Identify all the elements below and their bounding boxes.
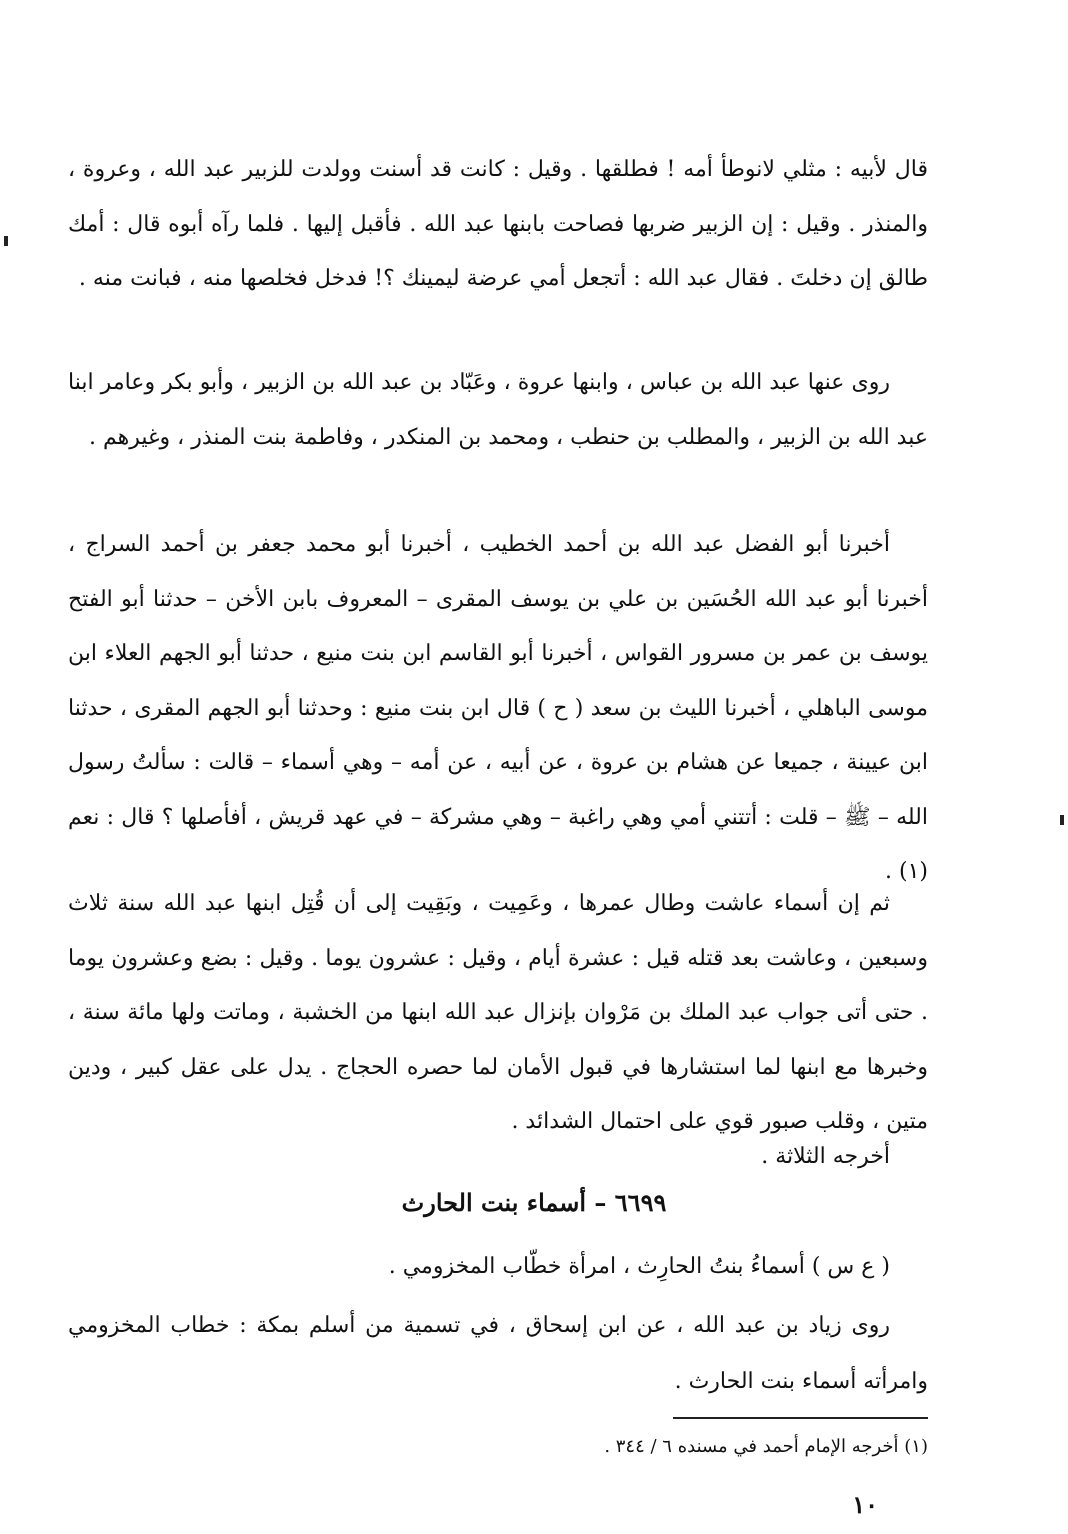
paragraph-6-text: ( ع س ) أسماءُ بنتُ الحارِث ، امرأة خطّاب المخزومي .: [388, 1254, 890, 1279]
paragraph-7-text: روى زياد بن عبد الله ، عن ابن إسحاق ، في تسمية من أسلم بمكة : خطاب المخزومي وامرأته أسماء بنت الحارث .: [68, 1313, 928, 1394]
paragraph-5: [68, 1130, 928, 1185]
paragraph-3: [68, 518, 928, 900]
footnote-divider: [673, 1417, 928, 1419]
paragraph-2: [68, 356, 928, 465]
paragraph-7: [68, 1298, 928, 1410]
paragraph-5-text: أخرجه الثلاثة .: [761, 1144, 890, 1169]
margin-mark-right: [1060, 815, 1064, 825]
margin-mark-left: [4, 236, 8, 246]
paragraph-1-text: قال لأبيه : مثلي لانوطأ أمه ! فطلقها . وقيل : كانت قد أسنت وولدت للزبير عبد الله ، وعروة ، والمنذر . وقيل : إن الزبير ضربها فصاحت بابنها عبد الله . فأقبل إليها . فلما رآه أبوه قال : أمك طالق إن دخلتَ . فقال عبد الله : أتجعل أمي عرضة ليمينك ؟! فدخل فخلصها منه ، فبانت منه .: [68, 157, 928, 291]
paragraph-4: [68, 877, 928, 1150]
paragraph-6: [68, 1240, 928, 1295]
paragraph-1: [68, 143, 928, 307]
paragraph-4-text: ثم إن أسماء عاشت وطال عمرها ، وعَمِيت ، وبَقِيت إلى أن قُتِل ابنها عبد الله سنة ثلاث وسبعين ، وعاشت بعد قتله قيل : عشرة أيام ، وقيل : عشرون يوما . وقيل : بضع وعشرون يوما . حتى أتى جواب عبد الملك بن مَرْوان بإنزال عبد الله ابنها من الخشبة ، وماتت ولها مائة سنة ، وخبرها مع ابنها لما استشارها في قبول الأمان لما حصره الحجاج . يدل على عقل كبير ، ودين متين ، وقلب صبور قوي على احتمال الشدائد .: [68, 891, 929, 1134]
footnote: (١) أخرجه الإمام أحمد في مسنده ٦ / ٣٤٤ .: [604, 1436, 928, 1457]
paragraph-3-text: أخبرنا أبو الفضل عبد الله بن أحمد الخطيب ، أخبرنا أبو محمد جعفر بن أحمد السراج ، أخبرنا أبو عبد الله الحُسَين بن علي بن يوسف المقرى – المعروف بابن الأخن – حدثنا أبو الفتح يوسف بن عمر بن مسرور القواس ، أخبرنا أبو القاسم ابن بنت منيع ، حدثنا أبو الجهم العلاء ابن موسى الباهلي ، أخبرنا الليث بن سعد ( ح ) قال ابن بنت منيع : وحدثنا أبو الجهم المقرى ، حدثنا ابن عيينة ، جميعا عن هشام بن عروة ، عن أبيه ، عن أمه – وهي أسماء – قالت : سألتُ رسول الله – ﷺ – قلت : أتتني أمي وهي راغبة – وهي مشركة – في عهد قريش ، أفأصلها ؟ قال : نعم (١) .: [68, 532, 928, 884]
paragraph-2-text: روى عنها عبد الله بن عباس ، وابنها عروة ، وعَبّاد بن عبد الله بن الزبير ، وأبو بكر وعامر ابنا عبد الله بن الزبير ، والمطلب بن حنطب ، ومحمد بن المنكدر ، وفاطمة بنت المنذر ، وغيرهم .: [68, 370, 928, 450]
entry-heading: ٦٦٩٩ – أسماء بنت الحارث: [401, 1188, 667, 1217]
page-number: ١٠: [852, 1490, 878, 1519]
